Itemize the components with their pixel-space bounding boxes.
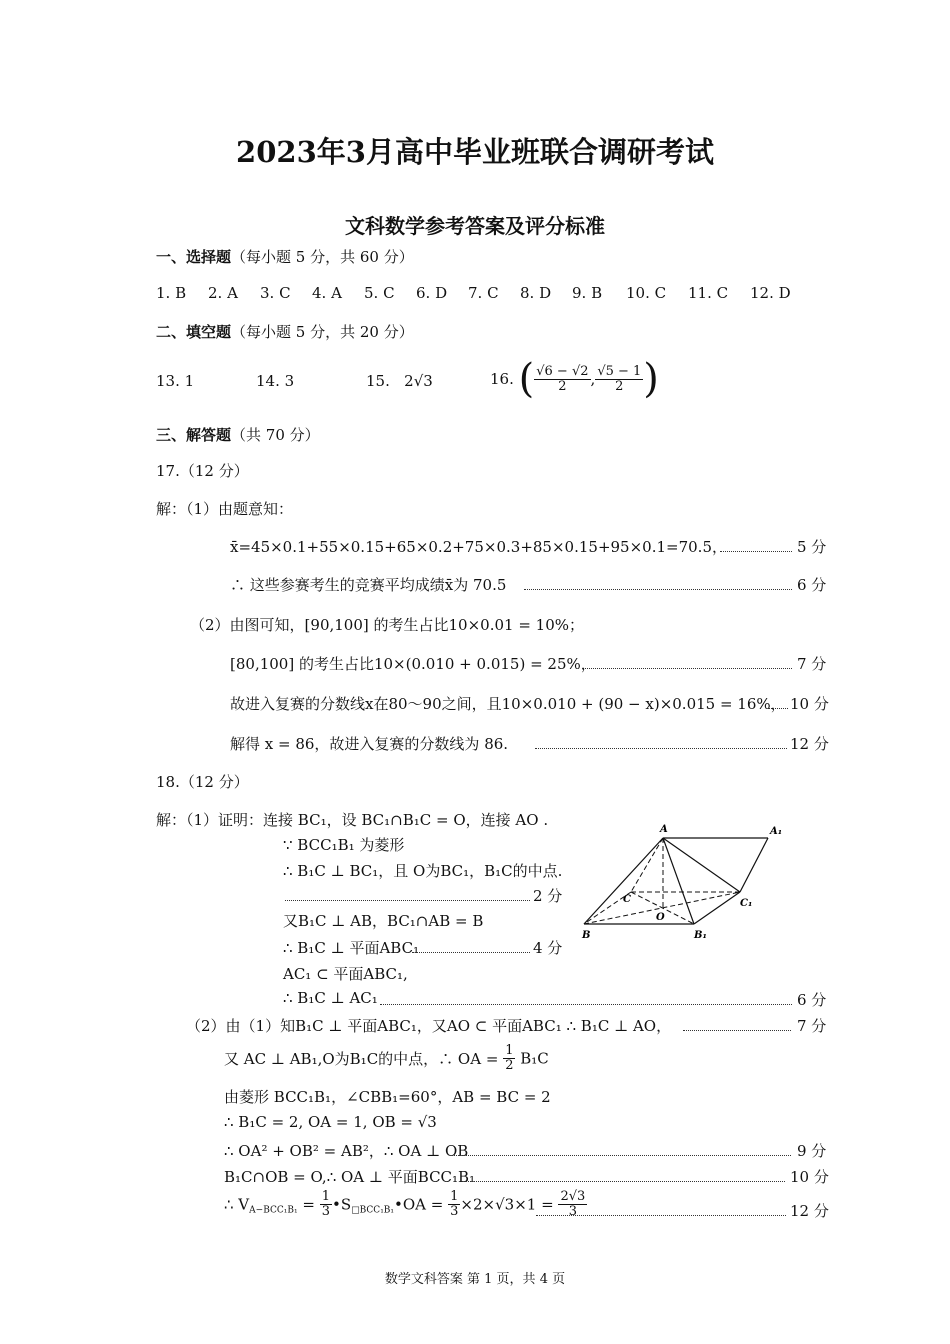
vertex-label-b1: B₁ xyxy=(694,930,707,941)
choice-answer: 7. C xyxy=(468,284,499,302)
fraction-denominator: 2 xyxy=(615,378,624,394)
edge-a-c1 xyxy=(663,838,740,892)
choice-answer: 10. C xyxy=(626,284,667,302)
score: 7 分 xyxy=(797,1017,827,1035)
q18-text: B₁C xyxy=(520,1049,549,1068)
q18-line: ∴ B₁C ⊥ AC₁ xyxy=(283,989,378,1007)
q17-line: [80,100] 的考生占比10×(0.010 + 0.015) = 25%， xyxy=(230,655,596,673)
edge-c1-a1 xyxy=(740,838,768,892)
q18-line: ∴ B₁C ⊥ BC₁，且 O为BC₁，B₁C的中点. xyxy=(283,862,563,880)
choice-answer: 4. A xyxy=(312,284,342,302)
vertex-label-c: C xyxy=(623,894,631,905)
dot-leader xyxy=(720,551,792,552)
choice-answer: 5. C xyxy=(364,284,395,302)
dot-leader xyxy=(412,952,530,953)
edge-a-c-hidden xyxy=(631,838,663,892)
edge-a-b xyxy=(584,838,663,924)
edge-b1-c1 xyxy=(694,892,740,924)
fill-q15 xyxy=(366,372,433,390)
section-fill-heading xyxy=(156,321,414,342)
fraction-denominator: 3 xyxy=(568,1204,577,1219)
fraction xyxy=(448,1190,460,1219)
q18-line: 又B₁C ⊥ AB，BC₁∩AB = B xyxy=(283,912,484,930)
choice-answer: 9. B xyxy=(572,284,603,302)
dot-leader xyxy=(536,1215,786,1216)
dot-leader xyxy=(585,668,792,669)
q18-text: •OA = xyxy=(394,1195,444,1214)
score: 10 分 xyxy=(790,1168,829,1186)
section-heading-text: 一、选择题 xyxy=(156,248,232,266)
fraction-numerator: 2√3 xyxy=(560,1189,586,1204)
dot-leader xyxy=(524,589,792,590)
vertex-label-a1: A₁ xyxy=(770,826,783,837)
fill-q15-value: 2√3 xyxy=(404,372,433,390)
score: 5 分 xyxy=(797,538,827,556)
fraction-numerator: √6 − √2 xyxy=(536,363,589,379)
fraction-denominator: 3 xyxy=(321,1204,331,1219)
dot-leader xyxy=(285,900,530,901)
choice-answer: 2. A xyxy=(208,284,238,302)
section-choice-heading xyxy=(156,246,414,267)
q18-line: ∴ B₁C = 2, OA = 1, OB = √3 xyxy=(224,1113,437,1131)
fraction xyxy=(595,365,643,394)
prism-figure xyxy=(578,820,798,945)
fill-q16 xyxy=(490,356,659,406)
score: 10 分 xyxy=(790,695,829,713)
dot-leader xyxy=(768,708,788,709)
choice-answer: 3. C xyxy=(260,284,291,302)
score: 6 分 xyxy=(797,576,827,594)
subscript: □BCC₁B₁ xyxy=(351,1205,395,1216)
q17-line: 解得 x = 86，故进入复赛的分数线为 86. xyxy=(230,735,509,753)
q18-line: 解：（1）证明：连接 BC₁，设 BC₁∩B₁C = O，连接 AO . xyxy=(156,811,549,829)
dot-leader xyxy=(535,748,787,749)
dot-leader xyxy=(683,1030,791,1031)
comma: , xyxy=(590,370,596,388)
q18-header: 18.（12 分） xyxy=(156,773,249,791)
score: 4 分 xyxy=(533,939,563,957)
q18-text: ∴ V xyxy=(224,1195,250,1214)
section-note: （共 70 分） xyxy=(231,426,320,444)
section-heading-text: 三、解答题 xyxy=(156,426,232,444)
q18-line: 由菱形 BCC₁B₁，∠CBB₁=60°，AB = BC = 2 xyxy=(224,1088,551,1106)
fill-q16-label: 16. xyxy=(490,370,514,388)
fraction xyxy=(320,1190,332,1219)
right-paren-icon: ) xyxy=(643,356,659,402)
q17-line: （2）由图可知，[90,100] 的考生占比10×0.01 = 10%； xyxy=(190,616,585,634)
section-note: （每小题 5 分，共 20 分） xyxy=(231,323,414,341)
fraction-denominator: 2 xyxy=(558,378,567,394)
fill-q13: 13. 1 xyxy=(156,372,195,390)
fraction xyxy=(534,365,590,394)
q18-line: ∴ OA² + OB² = AB²，∴ OA ⊥ OB xyxy=(224,1142,469,1160)
score: 9 分 xyxy=(797,1142,827,1160)
score: 2 分 xyxy=(533,887,563,905)
q18-line: B₁C∩OB = O,∴ OA ⊥ 平面BCC₁B₁ xyxy=(224,1168,476,1186)
fraction-denominator: 2 xyxy=(505,1058,514,1073)
left-paren-icon: ( xyxy=(518,356,535,402)
choice-answer: 11. C xyxy=(688,284,729,302)
choice-answer: 1. B xyxy=(156,284,187,302)
vertex-label-b: B xyxy=(582,930,591,941)
q18-text: = xyxy=(302,1195,315,1214)
q18-line: ∴ B₁C ⊥ 平面ABC₁ xyxy=(283,939,420,957)
q18-line: （2）由（1）知B₁C ⊥ 平面ABC₁，又AO ⊂ 平面ABC₁ ∴ B₁C ⊥ AO， xyxy=(186,1017,672,1035)
page-footer: 数学文科答案 第 1 页，共 4 页 xyxy=(384,1272,566,1287)
score: 6 分 xyxy=(797,991,827,1009)
q18-line xyxy=(224,1190,587,1230)
score: 12 分 xyxy=(790,735,829,753)
fill-q14: 14. 3 xyxy=(256,372,295,390)
fraction-numerator: 1 xyxy=(450,1189,459,1204)
dot-leader xyxy=(452,1155,791,1156)
choice-answer: 12. D xyxy=(750,284,791,302)
section-solution-heading xyxy=(156,424,320,445)
subscript: A−BCC₁B₁ xyxy=(249,1205,298,1216)
q18-line: AC₁ ⊂ 平面ABC₁, xyxy=(283,965,408,983)
fraction-numerator: √5 − 1 xyxy=(597,363,642,379)
q18-text: •S xyxy=(332,1195,352,1214)
choice-answer: 6. D xyxy=(416,284,448,302)
q17-line: ∴ 这些参赛考生的竞赛平均成绩x̄为 70.5 xyxy=(230,576,507,594)
page-title: 2023年3月高中毕业班联合调研考试 xyxy=(236,135,714,169)
vertex-label-c1: C₁ xyxy=(740,898,753,909)
page-subtitle: 文科数学参考答案及评分标准 xyxy=(345,214,605,238)
choice-answer: 8. D xyxy=(520,284,552,302)
score: 7 分 xyxy=(797,655,827,673)
fraction-numerator: 1 xyxy=(505,1043,514,1058)
q17-line: x̄=45×0.1+55×0.15+65×0.2+75×0.3+85×0.15+95×0.1=70.5， xyxy=(230,538,727,556)
section-heading-text: 二、填空题 xyxy=(156,323,232,341)
q18-text: 又 AC ⊥ AB₁,O为B₁C的中点，∴ OA = xyxy=(224,1050,499,1068)
fraction xyxy=(503,1044,515,1073)
vertex-label-o: O xyxy=(656,912,665,923)
vertex-label-a: A xyxy=(660,824,668,835)
score: 12 分 xyxy=(790,1202,829,1220)
section-note: （每小题 5 分，共 60 分） xyxy=(231,248,414,266)
q17-line: 故进入复赛的分数线x在80～90之间，且10×0.010 + (90 − x)×0.015 = 16%， xyxy=(230,695,786,713)
q17-line: 解：（1）由题意知： xyxy=(156,500,294,518)
q17-header: 17.（12 分） xyxy=(156,462,249,480)
fill-q15-label: 15. xyxy=(366,372,390,390)
fraction-numerator: 1 xyxy=(321,1189,331,1204)
q18-line: ∵ BCC₁B₁ 为菱形 xyxy=(283,836,405,854)
q18-line xyxy=(224,1044,549,1082)
fraction-denominator: 3 xyxy=(450,1204,459,1219)
dot-leader xyxy=(462,1181,785,1182)
dot-leader xyxy=(380,1004,792,1005)
q18-text: ×2×√3×1 = xyxy=(460,1195,554,1214)
